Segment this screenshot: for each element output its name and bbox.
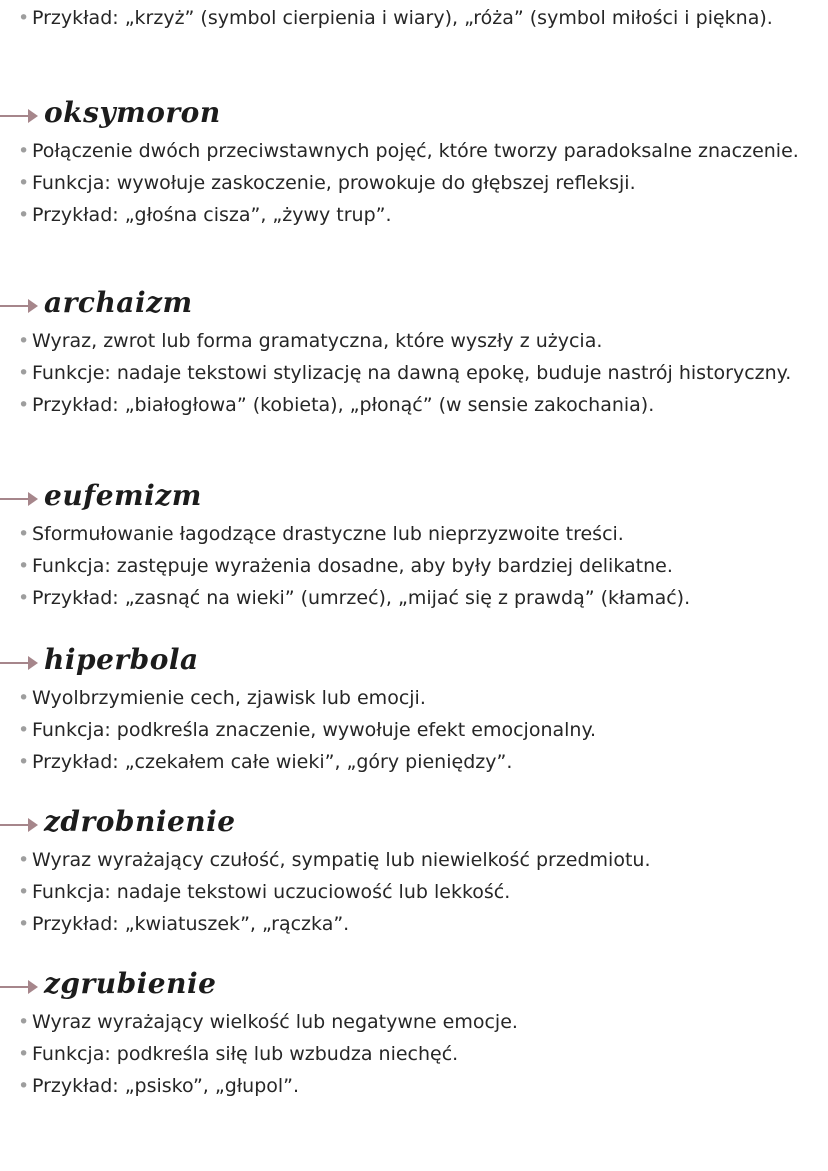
list-item-text: Wyraz wyrażający wielkość lub negatywne emocje. — [32, 1011, 518, 1033]
list-item-text: Funkcja: nadaje tekstowi uczuciowość lub lekkość. — [32, 881, 511, 903]
intro-block — [18, 2, 822, 34]
list-item — [18, 682, 822, 714]
list-item — [18, 357, 822, 389]
list-item — [18, 199, 822, 231]
list-item-text: Funkcja: zastępuje wyrażenia dosadne, aby były bardziej delikatne. — [32, 555, 673, 577]
section-title: zdrobnienie — [44, 805, 236, 838]
section-title: hiperbola — [44, 643, 199, 676]
bullet-icon: • — [18, 751, 30, 773]
list-item-text: Przykład: „białogłowa” (kobieta), „płonąć” (w sensie zakochania). — [32, 394, 655, 416]
bullet-icon: • — [18, 394, 30, 416]
bullet-icon: • — [18, 719, 30, 741]
bullet-icon: • — [18, 523, 30, 545]
section-heading — [0, 806, 828, 844]
list-item — [18, 714, 822, 746]
section-title: oksymoron — [44, 96, 221, 129]
section-oksymoron — [0, 97, 828, 231]
list-item-text: Sformułowanie łagodzące drastyczne lub nieprzyzwoite treści. — [32, 523, 624, 545]
bullet-icon: • — [18, 913, 30, 935]
list-item — [18, 389, 822, 421]
bullet-icon: • — [18, 172, 30, 194]
bullet-icon: • — [18, 1043, 30, 1065]
bullet-icon: • — [18, 849, 30, 871]
section-heading — [0, 287, 828, 325]
section-title: zgrubienie — [44, 967, 217, 1000]
list-item — [18, 844, 822, 876]
list-item-text: Przykład: „kwiatuszek”, „rączka”. — [32, 913, 350, 935]
arrow-line — [0, 305, 30, 307]
section-zgrubienie — [0, 968, 828, 1102]
arrow-right-icon — [28, 492, 38, 506]
list-item-text: Przykład: „czekałem całe wieki”, „góry pieniędzy”. — [32, 751, 513, 773]
arrow-right-icon — [28, 299, 38, 313]
arrow-line — [0, 824, 30, 826]
bullet-icon: • — [18, 140, 30, 162]
arrow-right-icon — [28, 656, 38, 670]
list-item-text: Przykład: „zasnąć na wieki” (umrzeć), „mijać się z prawdą” (kłamać). — [32, 587, 691, 609]
list-item — [18, 1006, 822, 1038]
bullet-icon: • — [18, 587, 30, 609]
bullet-icon: • — [18, 7, 30, 29]
list-item — [18, 550, 822, 582]
list-item-text: Przykład: „głośna cisza”, „żywy trup”. — [32, 204, 392, 226]
section-list — [18, 1006, 822, 1102]
section-list — [18, 844, 822, 940]
arrow-line — [0, 986, 30, 988]
list-item — [18, 135, 822, 167]
arrow-line — [0, 115, 30, 117]
list-item-text: Funkcja: podkreśla siłę lub wzbudza niechęć. — [32, 1043, 459, 1065]
list-item — [18, 518, 822, 550]
list-item-text: Przykład: „psisko”, „głupol”. — [32, 1075, 300, 1097]
section-title: eufemizm — [44, 479, 202, 512]
arrow-line — [0, 498, 30, 500]
list-item — [18, 1038, 822, 1070]
list-item — [18, 1070, 822, 1102]
arrow-right-icon — [28, 818, 38, 832]
bullet-icon: • — [18, 881, 30, 903]
bullet-icon: • — [18, 204, 30, 226]
arrow-line — [0, 662, 30, 664]
section-heading — [0, 480, 828, 518]
list-item — [18, 876, 822, 908]
bullet-icon: • — [18, 1075, 30, 1097]
list-item — [18, 2, 822, 34]
section-eufemizm — [0, 480, 828, 614]
list-item — [18, 167, 822, 199]
section-heading — [0, 644, 828, 682]
list-item — [18, 908, 822, 940]
list-item-text: Funkcja: podkreśla znaczenie, wywołuje efekt emocjonalny. — [32, 719, 597, 741]
list-item-text: Funkcja: wywołuje zaskoczenie, prowokuje do głębszej refleksji. — [32, 172, 636, 194]
bullet-icon: • — [18, 330, 30, 352]
section-zdrobnienie — [0, 806, 828, 940]
bullet-icon: • — [18, 687, 30, 709]
bullet-icon: • — [18, 1011, 30, 1033]
list-item-text: Wyraz wyrażający czułość, sympatię lub niewielkość przedmiotu. — [32, 849, 651, 871]
section-list — [18, 325, 822, 421]
list-item-text: Funkcje: nadaje tekstowi stylizację na dawną epokę, buduje nastrój historyczny. — [32, 362, 792, 384]
section-heading — [0, 97, 828, 135]
intro-list — [18, 2, 822, 34]
list-item — [18, 746, 822, 778]
list-item — [18, 582, 822, 614]
list-item-text: Połączenie dwóch przeciwstawnych pojęć, które tworzy paradoksalne znaczenie. — [32, 140, 799, 162]
list-item — [18, 325, 822, 357]
section-hiperbola — [0, 644, 828, 778]
arrow-right-icon — [28, 980, 38, 994]
section-list — [18, 518, 822, 614]
list-item-text: Wyraz, zwrot lub forma gramatyczna, które wyszły z użycia. — [32, 330, 603, 352]
bullet-icon: • — [18, 555, 30, 577]
section-title: archaizm — [44, 286, 193, 319]
section-list — [18, 135, 822, 231]
section-list — [18, 682, 822, 778]
bullet-icon: • — [18, 362, 30, 384]
list-item-text: Przykład: „krzyż” (symbol cierpienia i wiary), „róża” (symbol miłości i piękna). — [32, 7, 773, 29]
section-archaizm — [0, 287, 828, 421]
arrow-right-icon — [28, 109, 38, 123]
list-item-text: Wyolbrzymienie cech, zjawisk lub emocji. — [32, 687, 426, 709]
section-heading — [0, 968, 828, 1006]
